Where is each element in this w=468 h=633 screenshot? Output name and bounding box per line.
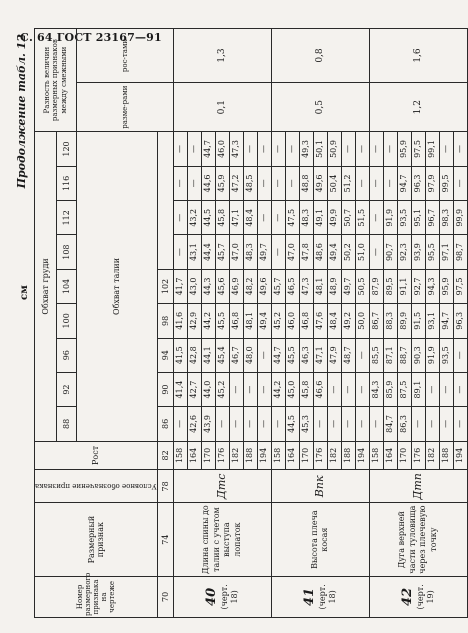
value-cell: 47,6	[313, 304, 327, 338]
value-cell: —	[187, 132, 201, 166]
value-cell: 89,9	[397, 304, 411, 338]
value-cell: 45,5	[215, 304, 229, 338]
value-cell: —	[257, 338, 271, 372]
waist-value-90: 90	[157, 372, 173, 406]
value-cell: —	[369, 132, 383, 166]
value-cell: 44,3	[201, 269, 215, 303]
value-cell: 47,1	[229, 201, 243, 235]
value-cell: 98,3	[439, 201, 453, 235]
value-cell: 49,2	[341, 304, 355, 338]
height-cell: 188	[243, 441, 257, 470]
value-cell: 43,2	[187, 201, 201, 235]
value-cell: —	[215, 407, 229, 441]
col-header-height: Рост	[35, 441, 158, 470]
height-cell: 182	[229, 441, 243, 470]
waist-value-98: 98	[157, 304, 173, 338]
value-cell: 50,1	[313, 132, 327, 166]
value-cell: 87,9	[369, 269, 383, 303]
value-cell: —	[341, 407, 355, 441]
diff-sizes: 1,2	[369, 83, 467, 132]
value-cell: —	[369, 235, 383, 269]
height-cell: 176	[313, 441, 327, 470]
chest-value-120: 120	[57, 132, 77, 166]
value-cell: 46,0	[285, 304, 299, 338]
value-cell: 47,0	[229, 235, 243, 269]
height-cell: 194	[453, 441, 467, 470]
value-cell: 49,6	[257, 269, 271, 303]
value-cell: —	[383, 132, 397, 166]
value-cell: 45,2	[215, 372, 229, 406]
value-cell: 97,5	[411, 132, 425, 166]
value-cell: 44,4	[201, 235, 215, 269]
value-cell: —	[355, 372, 369, 406]
value-cell: 48,7	[341, 338, 355, 372]
value-cell: 41,4	[173, 372, 187, 406]
value-cell: —	[243, 407, 257, 441]
value-cell: 49,7	[257, 235, 271, 269]
value-cell: 45,8	[299, 372, 313, 406]
standard-code: ГОСТ 23167—91	[56, 31, 162, 44]
value-cell: 93,5	[397, 201, 411, 235]
value-cell: —	[341, 372, 355, 406]
value-cell: 94,3	[425, 269, 439, 303]
value-cell: —	[355, 132, 369, 166]
value-cell: —	[285, 132, 299, 166]
col-header-num: Номер размерного признака на чертеже	[35, 576, 158, 617]
value-cell: —	[439, 132, 453, 166]
height-cell: 158	[369, 441, 383, 470]
value-cell: 48,3	[299, 201, 313, 235]
feature-number	[369, 576, 467, 617]
value-cell: 44,2	[271, 372, 285, 406]
feature-drawing-ref: (черт. 18)	[318, 584, 338, 610]
value-cell: 92,3	[397, 235, 411, 269]
value-cell: 85,5	[369, 338, 383, 372]
value-cell: 47,9	[327, 338, 341, 372]
value-cell: 42,6	[187, 407, 201, 441]
value-cell: —	[173, 166, 187, 200]
value-cell: 97,5	[453, 269, 467, 303]
value-cell: 87,1	[383, 338, 397, 372]
value-cell: —	[271, 166, 285, 200]
value-cell: —	[271, 132, 285, 166]
value-cell: 49,4	[327, 235, 341, 269]
value-cell: 89,5	[383, 269, 397, 303]
value-cell: —	[243, 372, 257, 406]
col-header-diff-group: Разность величин размерных признаков между смежными	[35, 29, 77, 132]
height-cell: 194	[257, 441, 271, 470]
value-cell: 45,7	[271, 269, 285, 303]
feature-symbol: Дтс	[173, 470, 271, 503]
value-cell: 45,7	[215, 235, 229, 269]
value-cell: —	[355, 166, 369, 200]
value-cell: 46,9	[229, 269, 243, 303]
height-cell: 188	[341, 441, 355, 470]
diff-heights: 0,8	[271, 29, 369, 83]
value-cell: 47,5	[285, 201, 299, 235]
value-cell: —	[173, 235, 187, 269]
value-cell: 97,1	[439, 235, 453, 269]
value-cell: 93,5	[439, 338, 453, 372]
rotated-content	[14, 28, 464, 618]
waist-value-74: 74	[157, 503, 173, 576]
table-row	[369, 29, 383, 618]
height-cell: 158	[271, 441, 285, 470]
value-cell: 44,5	[201, 201, 215, 235]
value-cell: 51,5	[355, 201, 369, 235]
height-cell: 182	[327, 441, 341, 470]
table-body	[173, 29, 467, 618]
value-cell: 49,7	[341, 269, 355, 303]
value-cell: 44,2	[201, 304, 215, 338]
chest-value-116: 116	[57, 166, 77, 200]
value-cell: 46,0	[215, 132, 229, 166]
value-cell: 50,7	[341, 201, 355, 235]
height-cell: 176	[215, 441, 229, 470]
value-cell: 49,6	[313, 166, 327, 200]
value-cell: —	[271, 407, 285, 441]
value-cell: —	[257, 407, 271, 441]
value-cell: —	[271, 235, 285, 269]
col-header-waist-group: Обхват талии	[77, 132, 158, 441]
diff-heights: 1,3	[173, 29, 271, 83]
value-cell: 41,7	[173, 269, 187, 303]
value-cell: —	[187, 166, 201, 200]
value-cell: —	[453, 372, 467, 406]
height-cell: 194	[355, 441, 369, 470]
diff-heights: 1,6	[369, 29, 467, 83]
value-cell: 45,6	[215, 269, 229, 303]
value-cell: 49,9	[327, 201, 341, 235]
value-cell: 48,1	[313, 269, 327, 303]
value-cell: —	[257, 132, 271, 166]
value-cell: 46,5	[285, 269, 299, 303]
value-cell: 91,5	[411, 304, 425, 338]
value-cell: 92,7	[411, 269, 425, 303]
value-cell: 43,9	[201, 407, 215, 441]
value-cell: —	[425, 407, 439, 441]
value-cell: 47,3	[229, 132, 243, 166]
value-cell: 45,9	[215, 166, 229, 200]
value-cell: 44,7	[201, 132, 215, 166]
value-cell: 46,6	[313, 372, 327, 406]
feature-drawing-ref: (черт. 19)	[416, 584, 436, 610]
value-cell: 48,3	[243, 235, 257, 269]
feature-number	[271, 576, 369, 617]
table-row	[173, 29, 187, 618]
value-cell: —	[411, 407, 425, 441]
value-cell: —	[257, 201, 271, 235]
waist-value-94: 94	[157, 338, 173, 372]
value-cell: 86,3	[397, 407, 411, 441]
feature-number	[173, 576, 271, 617]
value-cell: —	[453, 132, 467, 166]
value-cell: 95,9	[439, 269, 453, 303]
value-cell: 88,7	[397, 338, 411, 372]
value-cell: 47,1	[313, 338, 327, 372]
value-cell: 90,3	[411, 338, 425, 372]
value-cell: 48,4	[327, 304, 341, 338]
value-cell: 47,0	[285, 235, 299, 269]
feature-number-value: 40	[204, 587, 219, 606]
height-cell: 158	[173, 441, 187, 470]
value-cell: 50,5	[355, 269, 369, 303]
col-header-symbol: Условное обозначение признака	[35, 482, 157, 491]
value-cell: 44,0	[201, 372, 215, 406]
value-cell: 48,8	[299, 166, 313, 200]
chest-value-100: 100	[57, 304, 77, 338]
value-cell: 84,7	[383, 407, 397, 441]
value-cell: 41,5	[173, 338, 187, 372]
value-cell: —	[355, 407, 369, 441]
chest-value-92: 92	[57, 372, 77, 406]
value-cell: 89,1	[411, 372, 425, 406]
feature-drawing-ref: (черт. 18)	[220, 584, 240, 610]
value-cell: 88,3	[383, 304, 397, 338]
value-cell: 95,1	[411, 201, 425, 235]
value-cell: 50,2	[341, 235, 355, 269]
value-cell: 47,2	[229, 166, 243, 200]
page-number: С. 64	[20, 31, 53, 44]
height-cell: 164	[285, 441, 299, 470]
value-cell: 48,6	[313, 235, 327, 269]
value-cell: 96,7	[425, 201, 439, 235]
value-cell: 44,6	[201, 166, 215, 200]
chest-value-104: 104	[57, 269, 77, 303]
value-cell: —	[285, 166, 299, 200]
value-cell: 48,0	[243, 338, 257, 372]
value-cell: 84,3	[369, 372, 383, 406]
waist-value-82: 82	[157, 441, 173, 470]
value-cell: —	[173, 407, 187, 441]
value-cell: 86,7	[369, 304, 383, 338]
feature-number-value: 41	[302, 587, 317, 606]
table-row	[271, 29, 285, 618]
value-cell: 85,9	[383, 372, 397, 406]
value-cell: 91,1	[397, 269, 411, 303]
value-cell: 45,4	[215, 338, 229, 372]
height-cell: 164	[187, 441, 201, 470]
col-header-chest-group: Обхват груди	[35, 132, 57, 441]
value-cell: —	[453, 338, 467, 372]
feature-name: Дуга верхней части туловища через плечевую точку	[369, 503, 467, 576]
height-cell: 176	[411, 441, 425, 470]
value-cell: —	[425, 372, 439, 406]
value-cell: —	[439, 407, 453, 441]
value-cell: 96,3	[453, 304, 467, 338]
value-cell: —	[355, 338, 369, 372]
height-cell: 170	[201, 441, 215, 470]
chest-value-112: 112	[57, 201, 77, 235]
value-cell: 50,0	[355, 304, 369, 338]
value-cell: 46,3	[299, 338, 313, 372]
value-cell: 42,8	[187, 338, 201, 372]
value-cell: 41,6	[173, 304, 187, 338]
waist-value-86: 86	[157, 407, 173, 441]
value-cell: —	[243, 132, 257, 166]
value-cell: —	[173, 201, 187, 235]
value-cell: 50,9	[327, 132, 341, 166]
height-cell: 170	[397, 441, 411, 470]
value-cell: —	[369, 166, 383, 200]
chest-value-88: 88	[57, 407, 77, 441]
value-cell: 95,9	[397, 132, 411, 166]
value-cell: 45,2	[271, 304, 285, 338]
value-cell: 47,8	[299, 235, 313, 269]
value-cell: 48,2	[243, 269, 257, 303]
value-cell: 45,3	[299, 407, 313, 441]
value-cell: 93,1	[425, 304, 439, 338]
value-cell: 90,7	[383, 235, 397, 269]
height-cell: 188	[439, 441, 453, 470]
value-cell: 98,7	[453, 235, 467, 269]
value-cell: 93,9	[411, 235, 425, 269]
value-cell: 43,0	[187, 269, 201, 303]
value-cell: 94,7	[439, 304, 453, 338]
value-cell: —	[383, 166, 397, 200]
value-cell: 46,7	[229, 338, 243, 372]
feature-symbol: Впк	[271, 470, 369, 503]
value-cell: 43,1	[187, 235, 201, 269]
waist-value-102: 102	[157, 269, 173, 303]
chest-value-108: 108	[57, 235, 77, 269]
unit-label: см	[19, 285, 30, 300]
value-cell: 45,0	[285, 372, 299, 406]
value-cell: 99,5	[439, 166, 453, 200]
col-header-diff-sizes: разме-рами	[77, 83, 174, 132]
value-cell: —	[257, 166, 271, 200]
value-cell: 46,8	[299, 304, 313, 338]
value-cell: —	[271, 201, 285, 235]
value-cell: 48,4	[243, 201, 257, 235]
diff-sizes: 0,1	[173, 83, 271, 132]
value-cell: 95,5	[425, 235, 439, 269]
value-cell: 48,1	[243, 304, 257, 338]
value-cell: 91,9	[425, 338, 439, 372]
value-cell: —	[313, 407, 327, 441]
waist-value-78: 78	[157, 470, 173, 503]
value-cell: —	[327, 372, 341, 406]
height-cell: 170	[299, 441, 313, 470]
col-header-diff-heights: рос-тами	[77, 29, 174, 83]
value-cell: 49,1	[313, 201, 327, 235]
value-cell: —	[369, 201, 383, 235]
value-cell: 45,8	[215, 201, 229, 235]
value-cell: 51,0	[355, 235, 369, 269]
value-cell: 97,9	[425, 166, 439, 200]
feature-number-value: 42	[400, 587, 415, 606]
measurement-table	[34, 28, 468, 618]
value-cell: 99,9	[453, 201, 467, 235]
value-cell: 42,9	[187, 304, 201, 338]
value-cell: 91,9	[383, 201, 397, 235]
value-cell: 50,4	[327, 166, 341, 200]
value-cell: —	[341, 132, 355, 166]
value-cell: —	[439, 372, 453, 406]
height-cell: 182	[425, 441, 439, 470]
col-header-name: Размерный признак	[35, 503, 158, 576]
diff-sizes: 0,5	[271, 83, 369, 132]
value-cell: 44,5	[285, 407, 299, 441]
value-cell: —	[257, 372, 271, 406]
value-cell: 99,1	[425, 132, 439, 166]
value-cell: 94,7	[397, 166, 411, 200]
value-cell: 46,8	[229, 304, 243, 338]
continuation-note: Продолжение табл. 12	[15, 34, 28, 189]
value-cell: —	[229, 372, 243, 406]
value-cell: 87,5	[397, 372, 411, 406]
value-cell: —	[453, 407, 467, 441]
value-cell: 96,3	[411, 166, 425, 200]
value-cell: 48,9	[327, 269, 341, 303]
value-cell: 49,3	[299, 132, 313, 166]
feature-name: Длина спины до талии с учетом выступа лопаток	[173, 503, 271, 576]
value-cell: —	[369, 407, 383, 441]
value-cell: 49,4	[257, 304, 271, 338]
chest-value-96: 96	[57, 338, 77, 372]
value-cell: 42,7	[187, 372, 201, 406]
value-cell: —	[173, 132, 187, 166]
value-cell: —	[453, 166, 467, 200]
value-cell: 47,3	[299, 269, 313, 303]
value-cell: 44,1	[201, 338, 215, 372]
value-cell: —	[327, 407, 341, 441]
value-cell: 51,2	[341, 166, 355, 200]
value-cell: 45,5	[285, 338, 299, 372]
feature-symbol: Дтп	[369, 470, 467, 503]
value-cell: 48,5	[243, 166, 257, 200]
height-cell: 164	[383, 441, 397, 470]
feature-name: Высота плеча косая	[271, 503, 369, 576]
value-cell: 44,7	[271, 338, 285, 372]
waist-value-70: 70	[157, 576, 173, 617]
value-cell: —	[229, 407, 243, 441]
